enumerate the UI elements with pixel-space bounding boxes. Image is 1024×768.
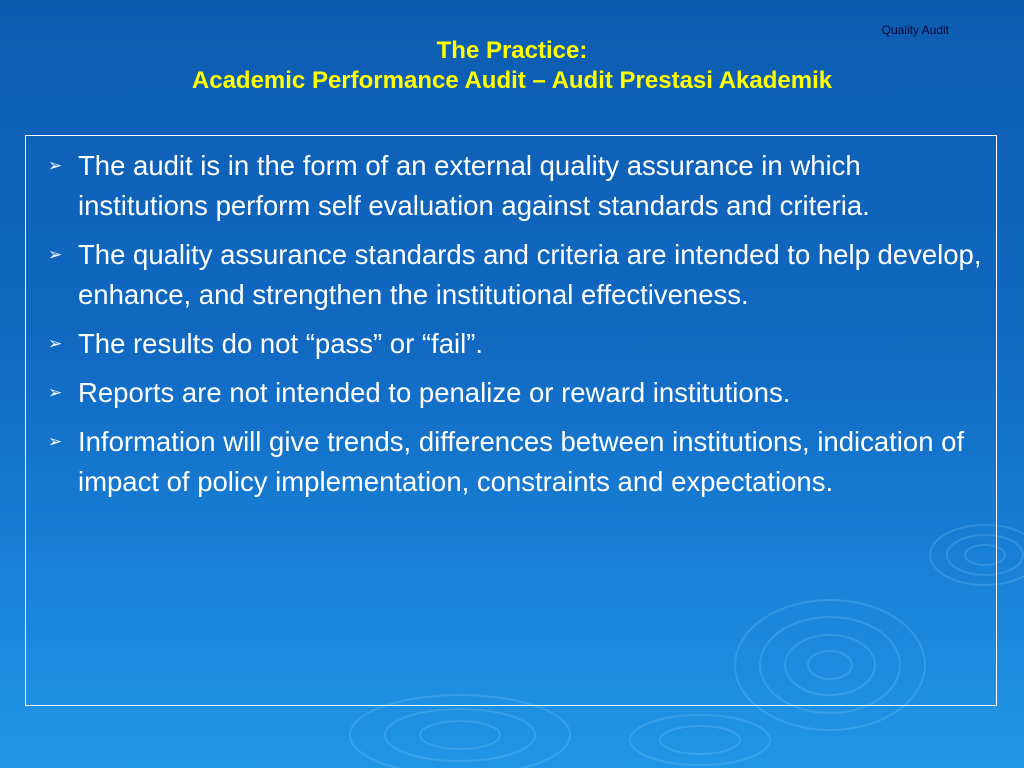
bullet-text: The quality assurance standards and criteria are intended to help develop, enhance, and strengthen the institutional effectiveness. bbox=[78, 239, 982, 310]
bullet-text: The audit is in the form of an external quality assurance in which institutions perform self evaluation against standards and criteria. bbox=[78, 150, 870, 221]
bullet-text: Reports are not intended to penalize or reward institutions. bbox=[78, 377, 791, 408]
bullet-item bbox=[48, 146, 986, 226]
title-line-2: Academic Performance Audit – Audit Prestasi Akademik bbox=[191, 67, 833, 94]
arrow-bullet-icon: ➢ bbox=[48, 432, 63, 451]
bullet-list bbox=[26, 136, 996, 502]
content-box bbox=[25, 135, 997, 706]
arrow-bullet-icon: ➢ bbox=[48, 383, 63, 402]
header-tag: Quality Audit bbox=[881, 23, 949, 37]
arrow-bullet-icon: ➢ bbox=[48, 334, 63, 353]
bullet-item bbox=[48, 324, 986, 364]
title-line-1: The Practice: bbox=[436, 37, 588, 64]
bullet-text: Information will give trends, differences between institutions, indication of impact of policy implementation, constraints and expectations. bbox=[78, 426, 965, 497]
arrow-bullet-icon: ➢ bbox=[48, 156, 63, 175]
bullet-item bbox=[48, 422, 986, 502]
arrow-bullet-icon: ➢ bbox=[48, 245, 63, 264]
bullet-item bbox=[48, 235, 986, 315]
slide-title bbox=[0, 36, 1024, 96]
bullet-item bbox=[48, 373, 986, 413]
bullet-text: The results do not “pass” or “fail”. bbox=[78, 328, 484, 359]
